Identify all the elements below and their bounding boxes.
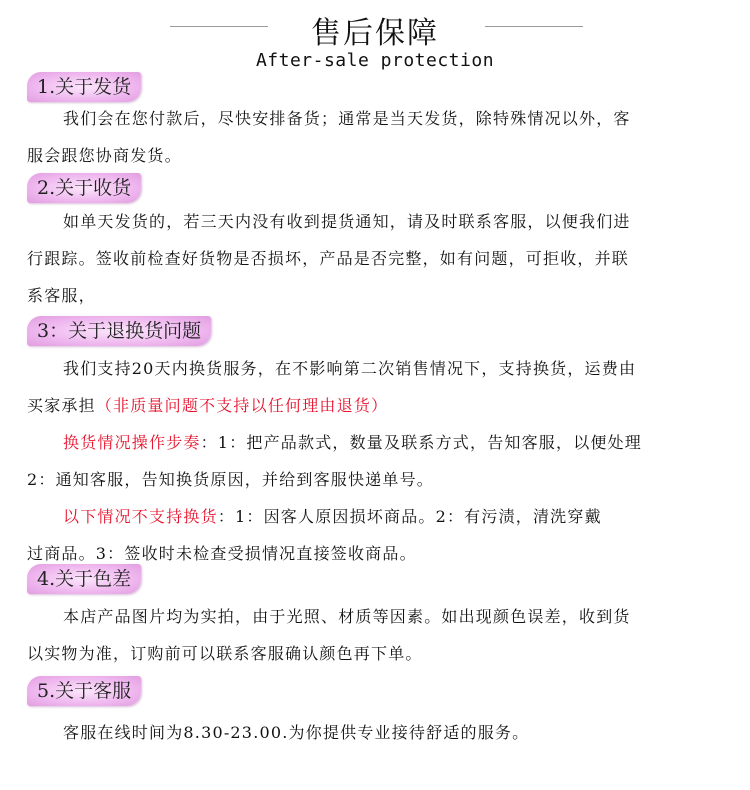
section-heading-shipping: 1.关于发货	[27, 72, 141, 102]
header	[0, 4, 750, 74]
section-heading-color: 4.关于色差	[27, 564, 141, 594]
text-span: ：1：把产品款式，数量及联系方式，告知客服，以便处理	[200, 433, 642, 452]
text-line: 我们支持20天内换货服务，在不影响第二次销售情况下，支持换货，运费由	[63, 359, 637, 378]
page-title: 售后保障	[311, 16, 439, 51]
page-subtitle: After-sale protection	[255, 50, 495, 71]
text-line	[27, 498, 727, 535]
section-body-shipping	[27, 100, 727, 174]
text-line: 系客服，	[27, 286, 96, 305]
text-line: 如单天发货的，若三天内没有收到提货通知，请及时联系客服，以便我们进	[63, 212, 631, 231]
text-line: 行跟踪。签收前检查好货物是否损坏，产品是否完整，如有问题，可拒收，并联	[27, 249, 630, 268]
text-span: ：1：因客人原因损坏商品。2：有污渍，清洗穿戴	[217, 507, 602, 526]
section-body-service	[27, 714, 727, 751]
section-body-color	[27, 598, 727, 672]
section-body-receiving	[27, 203, 727, 314]
section-heading-receiving: 2.关于收货	[27, 173, 141, 203]
text-line: 我们会在您付款后，尽快安排备货；通常是当天发货，除特殊情况以外，客	[63, 109, 631, 128]
exclusions-label: 以下情况不支持换货	[63, 507, 218, 526]
text-line: 本店产品图片均为实拍，由于光照、材质等因素。如出现颜色误差，收到货	[63, 607, 631, 626]
steps-label: 换货情况操作步奏	[63, 433, 201, 452]
text-line	[27, 387, 727, 424]
text-line: 服会跟您协商发货。	[27, 146, 182, 165]
section-heading-returns: 3：关于退换货问题	[27, 316, 211, 346]
section-heading-service: 5.关于客服	[27, 676, 141, 706]
section-body-returns	[27, 350, 727, 572]
text-line: 2：通知客服，告知换货原因，并给到客服快递单号。	[27, 470, 434, 489]
text-line: 过商品。3：签收时未检查受损情况直接签收商品。	[27, 544, 417, 563]
text-span: 买家承担	[27, 396, 96, 415]
text-line	[27, 424, 727, 461]
warning-text: （非质量问题不支持以任何理由退货）	[95, 396, 389, 415]
text-line: 客服在线时间为8.30-23.00.为你提供专业接待舒适的服务。	[63, 723, 530, 742]
text-line: 以实物为准，订购前可以联系客服确认颜色再下单。	[27, 644, 423, 663]
title-rule-right	[485, 26, 583, 27]
